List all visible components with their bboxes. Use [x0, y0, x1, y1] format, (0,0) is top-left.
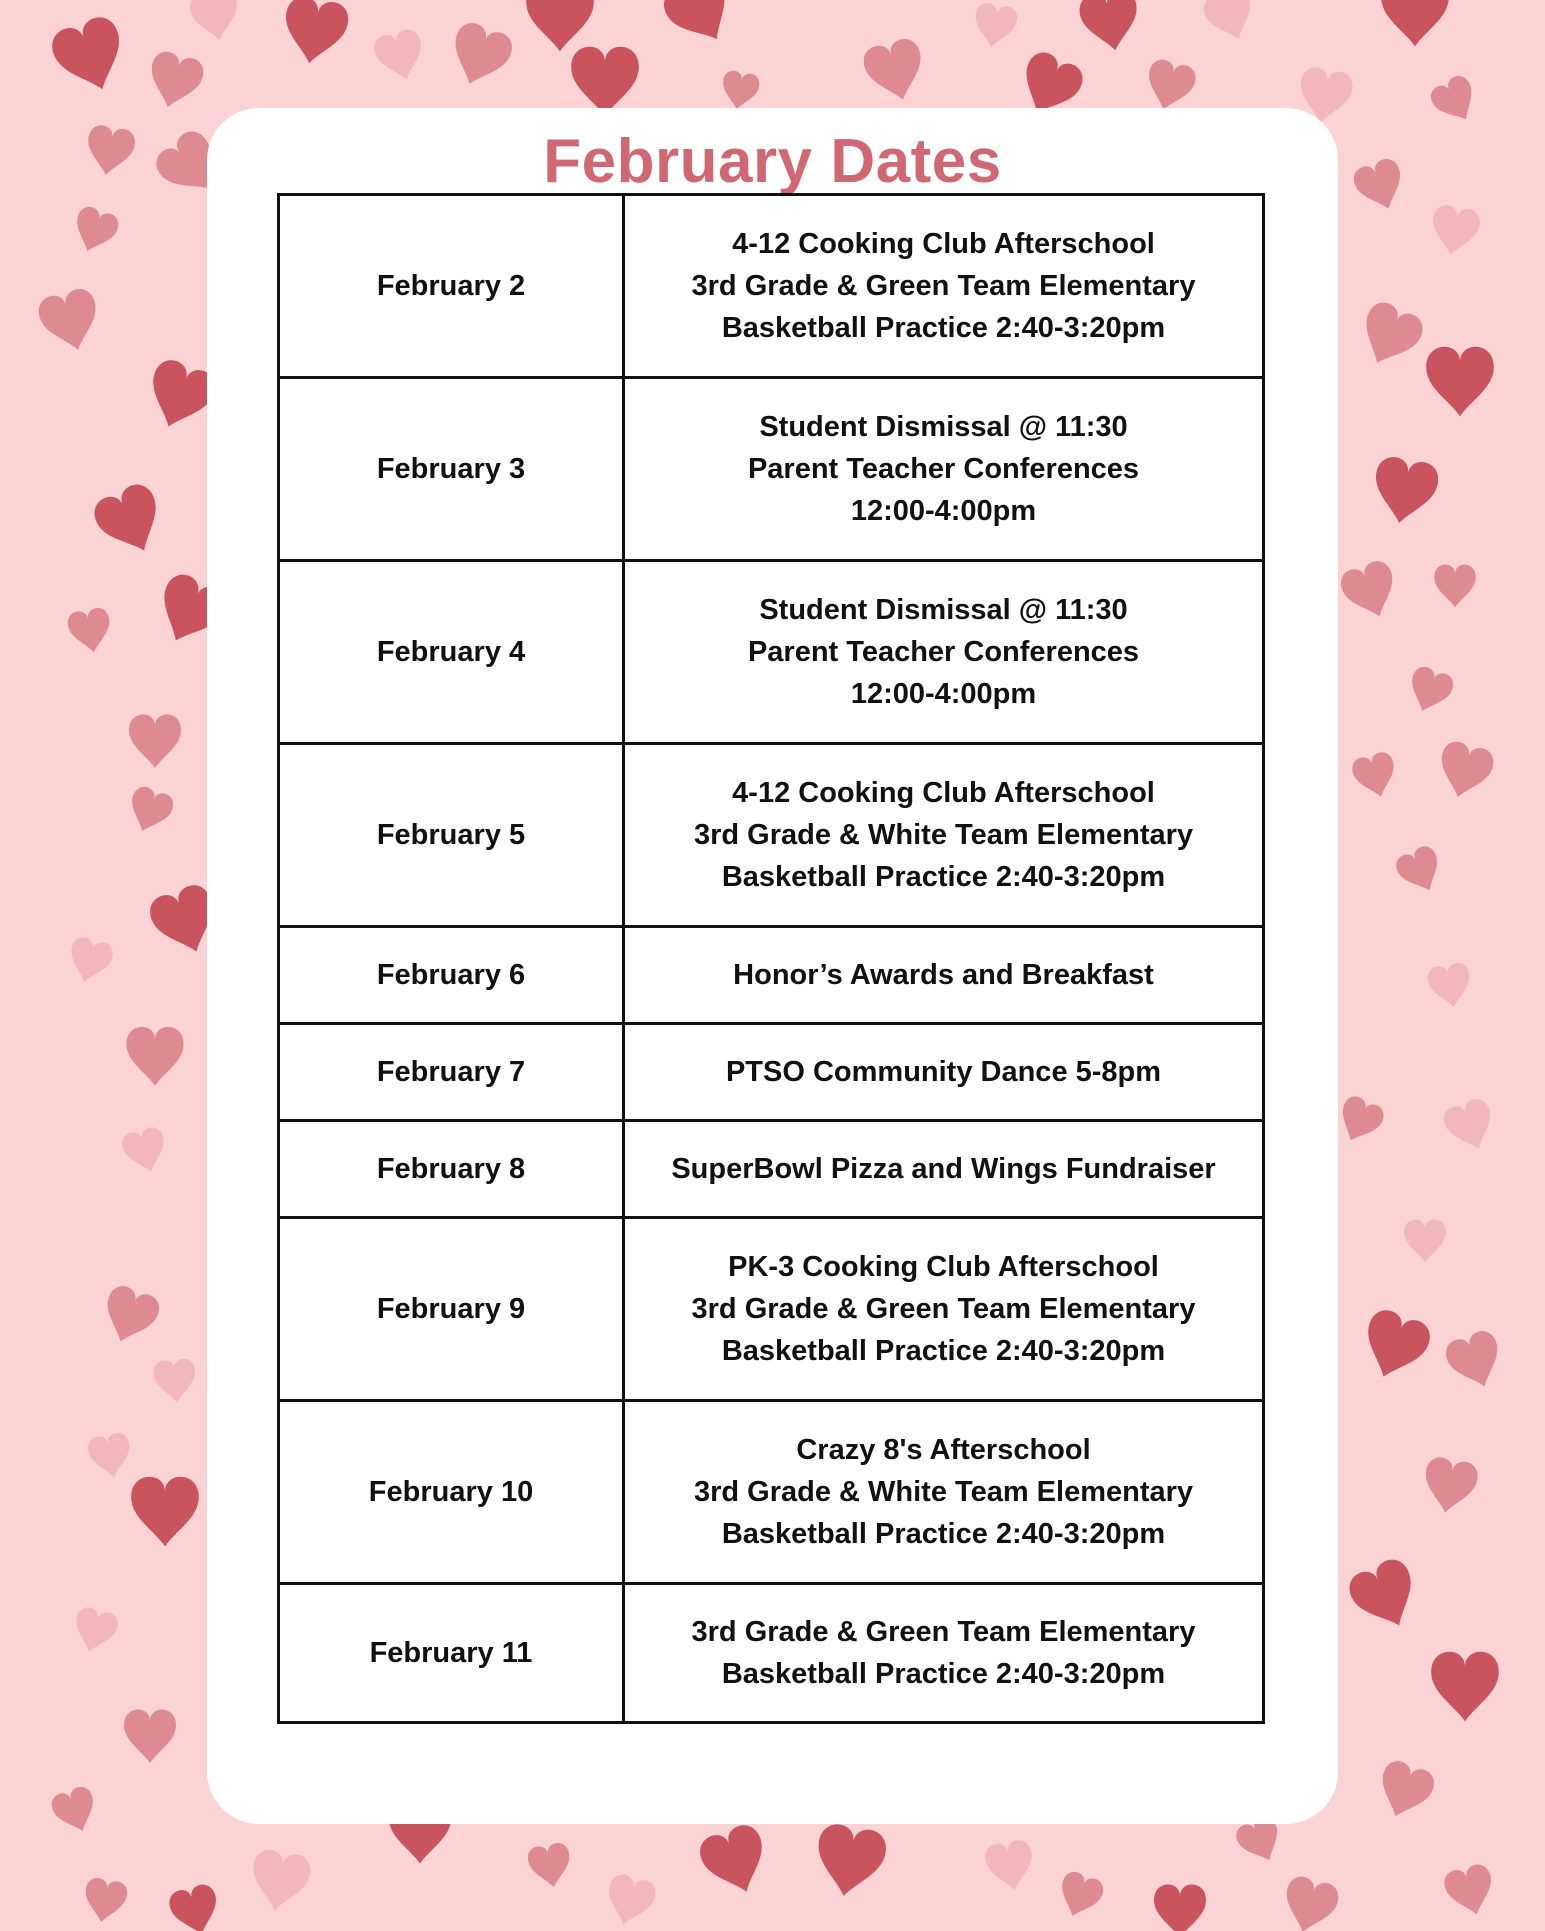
- date-cell: February 6: [279, 927, 624, 1024]
- dates-table: [277, 193, 1265, 1724]
- event-line: 3rd Grade & Green Team Elementary: [691, 1616, 1196, 1648]
- table-row: [279, 1024, 1264, 1121]
- table-row: [279, 1584, 1264, 1723]
- date-cell: February 4: [279, 561, 624, 744]
- event-cell: [624, 1401, 1264, 1584]
- event-line: Student Dismissal @ 11:30: [759, 411, 1128, 443]
- event-line: Basketball Practice 2:40-3:20pm: [721, 861, 1166, 893]
- event-cell: [624, 744, 1264, 927]
- table-row: [279, 1401, 1264, 1584]
- table-row: [279, 1121, 1264, 1218]
- event-cell: [624, 561, 1264, 744]
- calendar-card: [207, 108, 1338, 1824]
- event-line: Basketball Practice 2:40-3:20pm: [721, 312, 1166, 344]
- event-line: PTSO Community Dance 5-8pm: [725, 1056, 1162, 1088]
- event-cell: [624, 1584, 1264, 1723]
- event-cell: [624, 927, 1264, 1024]
- table-row: [279, 1218, 1264, 1401]
- event-line: 3rd Grade & White Team Elementary: [693, 1476, 1194, 1508]
- event-line: Parent Teacher Conferences: [747, 636, 1140, 668]
- table-row: [279, 561, 1264, 744]
- event-line: 12:00-4:00pm: [850, 678, 1037, 710]
- event-line: 4-12 Cooking Club Afterschool: [732, 777, 1155, 809]
- event-line: 3rd Grade & White Team Elementary: [693, 819, 1194, 851]
- date-cell: February 3: [279, 378, 624, 561]
- event-line: Parent Teacher Conferences: [747, 453, 1140, 485]
- event-line: PK-3 Cooking Club Afterschool: [728, 1251, 1159, 1283]
- date-cell: February 10: [279, 1401, 624, 1584]
- event-line: 4-12 Cooking Club Afterschool: [732, 228, 1155, 260]
- date-cell: February 7: [279, 1024, 624, 1121]
- event-line: 12:00-4:00pm: [850, 495, 1037, 527]
- event-cell: [624, 1121, 1264, 1218]
- event-cell: [624, 378, 1264, 561]
- date-cell: February 9: [279, 1218, 624, 1401]
- event-line: Honor’s Awards and Breakfast: [733, 959, 1154, 991]
- event-cell: [624, 1218, 1264, 1401]
- date-cell: February 11: [279, 1584, 624, 1723]
- date-cell: February 5: [279, 744, 624, 927]
- table-row: [279, 927, 1264, 1024]
- event-line: 3rd Grade & Green Team Elementary: [691, 1293, 1196, 1325]
- page-title: February Dates: [543, 127, 1002, 196]
- table-row: [279, 378, 1264, 561]
- event-line: Basketball Practice 2:40-3:20pm: [721, 1658, 1166, 1690]
- event-cell: [624, 1024, 1264, 1121]
- event-line: Basketball Practice 2:40-3:20pm: [721, 1335, 1166, 1367]
- event-line: SuperBowl Pizza and Wings Fundraiser: [671, 1153, 1216, 1185]
- table-row: [279, 744, 1264, 927]
- date-cell: February 8: [279, 1121, 624, 1218]
- event-line: Student Dismissal @ 11:30: [759, 594, 1128, 626]
- event-line: 3rd Grade & Green Team Elementary: [691, 270, 1196, 302]
- table-row: [279, 195, 1264, 378]
- event-line: Crazy 8's Afterschool: [796, 1434, 1091, 1466]
- date-cell: February 2: [279, 195, 624, 378]
- event-cell: [624, 195, 1264, 378]
- event-line: Basketball Practice 2:40-3:20pm: [721, 1518, 1166, 1550]
